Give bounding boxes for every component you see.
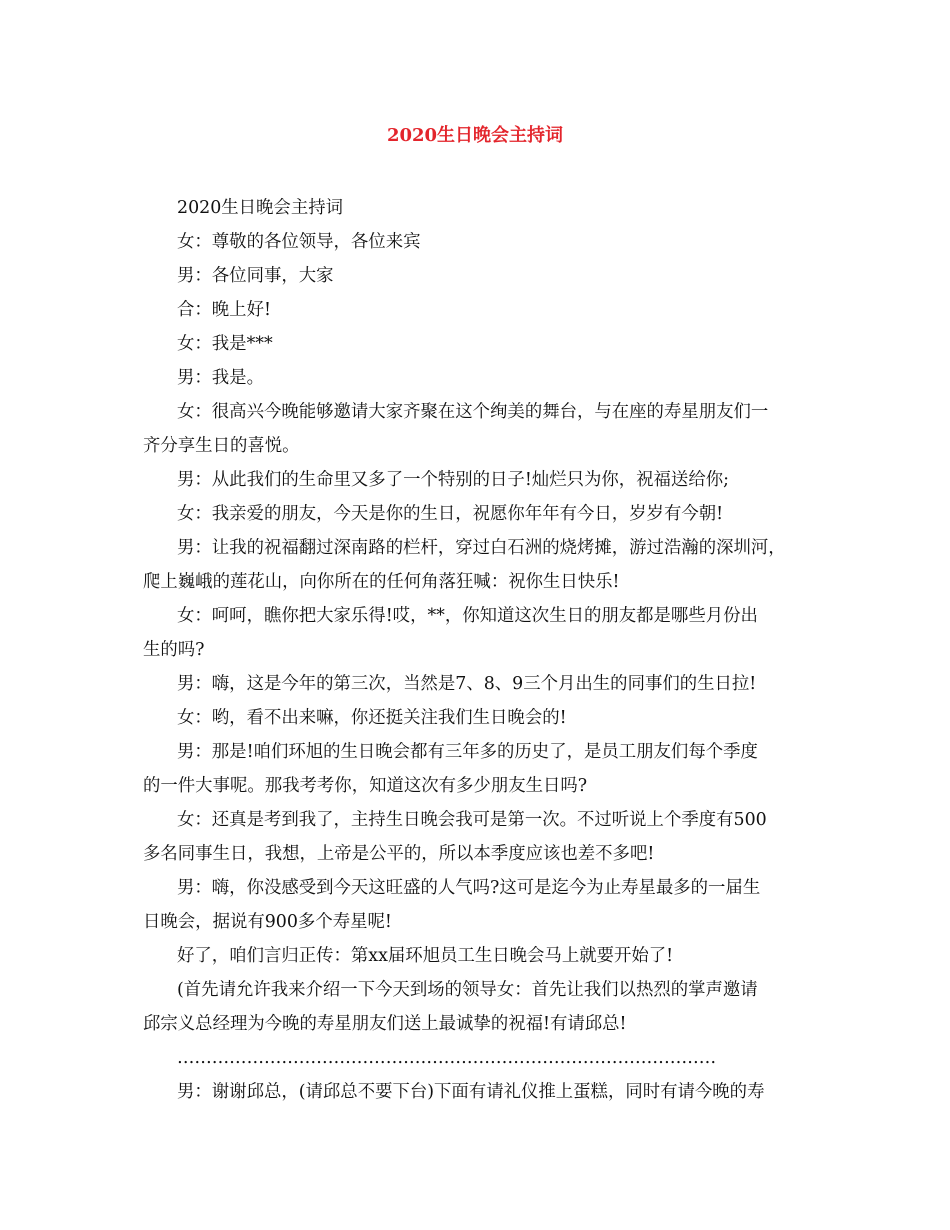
text-line: 多名同事生日，我想，上帝是公平的，所以本季度应该也差不多吧! bbox=[143, 844, 655, 864]
text-line: 女：很高兴今晚能够邀请大家齐聚在这个绚美的舞台，与在座的寿星朋友们一 bbox=[177, 402, 769, 422]
text-line: 2020生日晚会主持词 bbox=[177, 198, 343, 218]
text-line: 男：各位同事，大家 bbox=[177, 266, 334, 286]
text-line: 女：我亲爱的朋友，今天是你的生日，祝愿你年年有今日，岁岁有今朝! bbox=[177, 504, 724, 524]
text-line: 女：尊敬的各位领导，各位来宾 bbox=[177, 232, 421, 252]
text-line: 生的吗? bbox=[143, 640, 205, 660]
text-line: 男：谢谢邱总，(请邱总不要下台)下面有请礼仪推上蛋糕，同时有请今晚的寿 bbox=[177, 1082, 765, 1102]
text-line: 日晚会，据说有900多个寿星呢! bbox=[143, 912, 392, 932]
text-line: 女：还真是考到我了，主持生日晚会我可是第一次。不过听说上个季度有500 bbox=[177, 810, 767, 830]
text-line: 邱宗义总经理为今晚的寿星朋友们送上最诚挚的祝福!有请邱总! bbox=[143, 1014, 627, 1034]
text-line: 男：从此我们的生命里又多了一个特别的日子!灿烂只为你，祝福送给你; bbox=[177, 470, 729, 490]
text-line: 男：嗨，这是今年的第三次，当然是7、8、9三个月出生的同事们的生日拉! bbox=[177, 674, 757, 694]
text-line: 男：我是。 bbox=[177, 368, 264, 388]
document-body bbox=[143, 191, 823, 1109]
text-line: 爬上巍峨的莲花山，向你所在的任何角落狂喊：祝你生日快乐! bbox=[143, 572, 620, 592]
text-line: 女：哟，看不出来嘛，你还挺关注我们生日晚会的! bbox=[177, 708, 567, 728]
text-line: ………………………………………………………………………………… bbox=[177, 1048, 717, 1068]
text-line: 齐分享生日的喜悦。 bbox=[143, 436, 300, 456]
text-line: 男：让我的祝福翻过深南路的栏杆，穿过白石洲的烧烤摊，游过浩瀚的深圳河， bbox=[177, 538, 786, 558]
text-line: 的一件大事呢。那我考考你，知道这次有多少朋友生日吗? bbox=[143, 776, 588, 796]
text-line: (首先请允许我来介绍一下今天到场的领导女：首先让我们以热烈的掌声邀请 bbox=[177, 980, 758, 1000]
document-title: 2020生日晚会主持词 bbox=[386, 125, 564, 146]
text-line: 女：呵呵，瞧你把大家乐得!哎，**，你知道这次生日的朋友都是哪些月份出 bbox=[177, 606, 758, 626]
text-line: 男：那是!咱们环旭的生日晚会都有三年多的历史了，是员工朋友们每个季度 bbox=[177, 742, 758, 762]
text-line: 好了，咱们言归正传：第xx届环旭员工生日晚会马上就要开始了! bbox=[177, 946, 674, 966]
text-line: 女：我是*** bbox=[177, 334, 273, 354]
text-line: 男：嗨，你没感受到今天这旺盛的人气吗?这可是迄今为止寿星最多的一届生 bbox=[177, 878, 761, 898]
text-line: 合：晚上好! bbox=[177, 300, 271, 320]
